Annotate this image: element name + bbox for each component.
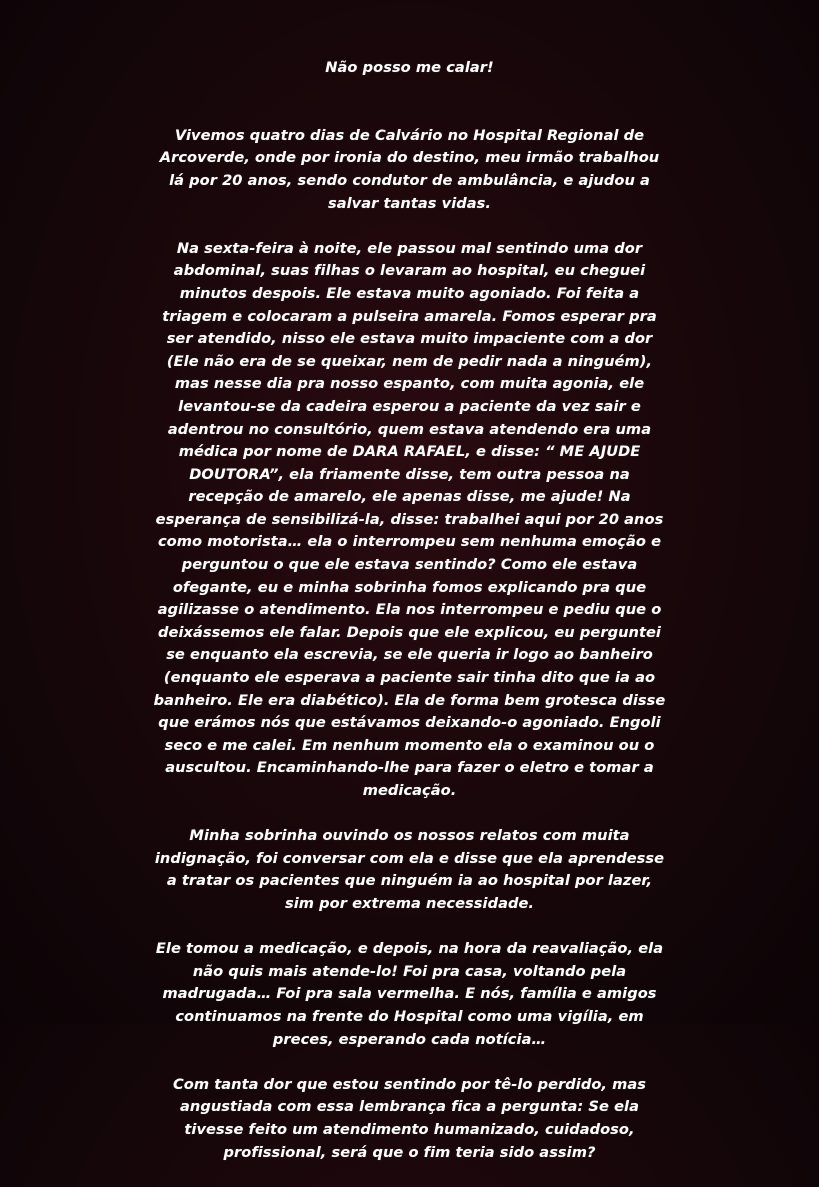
- story-text-block: [150, 34, 669, 1187]
- story-paragraph: Minha sobrinha ouvindo os nossos relatos com muita indignação, foi conversar com ela e disse que ela aprendesse a tratar os pacientes que ninguém ia ao hospital por lazer, sim por extrema necessidade.: [154, 827, 665, 912]
- story-paragraph: Com tanta dor que estou sentindo por tê-lo perdido, mas angustiada com essa lembrança fica a pergunta: Se ela tivesse feito um atendimento humanizado, cuidadoso, profissional, será que o fim teria sido assim?: [172, 1075, 647, 1161]
- story-paragraph: Ele tomou a medicação, e depois, na hora da reavaliação, ela não quis mais atende-lo! Foi pra casa, voltando pela madrugada… Foi pra sala vermelha. E nós, família e amigos continuamos na frente do Hospital como uma vigília, em preces, esperando cada notícia…: [155, 940, 664, 1048]
- story-title: Não posso me calar!: [325, 58, 494, 76]
- story-paragraph: Na sexta-feira à noite, ele passou mal sentindo uma dor abdominal, suas filhas o levaram ao hospital, eu cheguei minutos despois. Ele estava muito agoniado. Foi feita a triagem e colocaram a pulseira amarela. Fomos esperar pra ser atendido, nisso ele estava muito impaciente com a dor (Ele não era de se queixar, nem de pedir nada a ninguém), mas nesse dia pra nosso espanto, com muita agonia, ele levantou-se da cadeira esperou a paciente da vez sair e adentrou no consultório, quem estava atendendo era uma médica por nome de DARA RAFAEL, e disse: “ ME AJUDE DOUTORA”, ela friamente disse, tem outra pessoa na recepção de amarelo, ele apenas disse, me ajude! Na esperança de sensibilizá-la, disse: trabalhei aqui por 20 anos como motorista… ela o interrompeu sem nenhuma emoção e perguntou o que ele estava sentindo? Como ele estava ofegante, eu e minha sobrinha fomos explicando pra que agilizasse o atendimento. Ela nos interrompeu e pediu que o deixássemos ele falar. Depois que ele explicou, eu perguntei se enquanto ela escrevia, se ele queria ir logo ao banheiro (enquanto ele esperava a paciente sair tinha dito que ia ao banheiro. Ele era diabético). Ela de forma bem grotesca disse que erámos nós que estávamos deixando-o agoniado. Engoli seco e me calei. Em nenhum momento ela o examinou ou o auscultou. Encaminhando-lhe para fazer o eletro e tomar a medicação.: [153, 239, 666, 799]
- story-paragraph: Vivemos quatro dias de Calvário no Hospital Regional de Arcoverde, onde por ironia do destino, meu irmão trabalhou lá por 20 anos, sendo condutor de ambulância, e ajudou a salvar tantas vidas.: [159, 126, 660, 212]
